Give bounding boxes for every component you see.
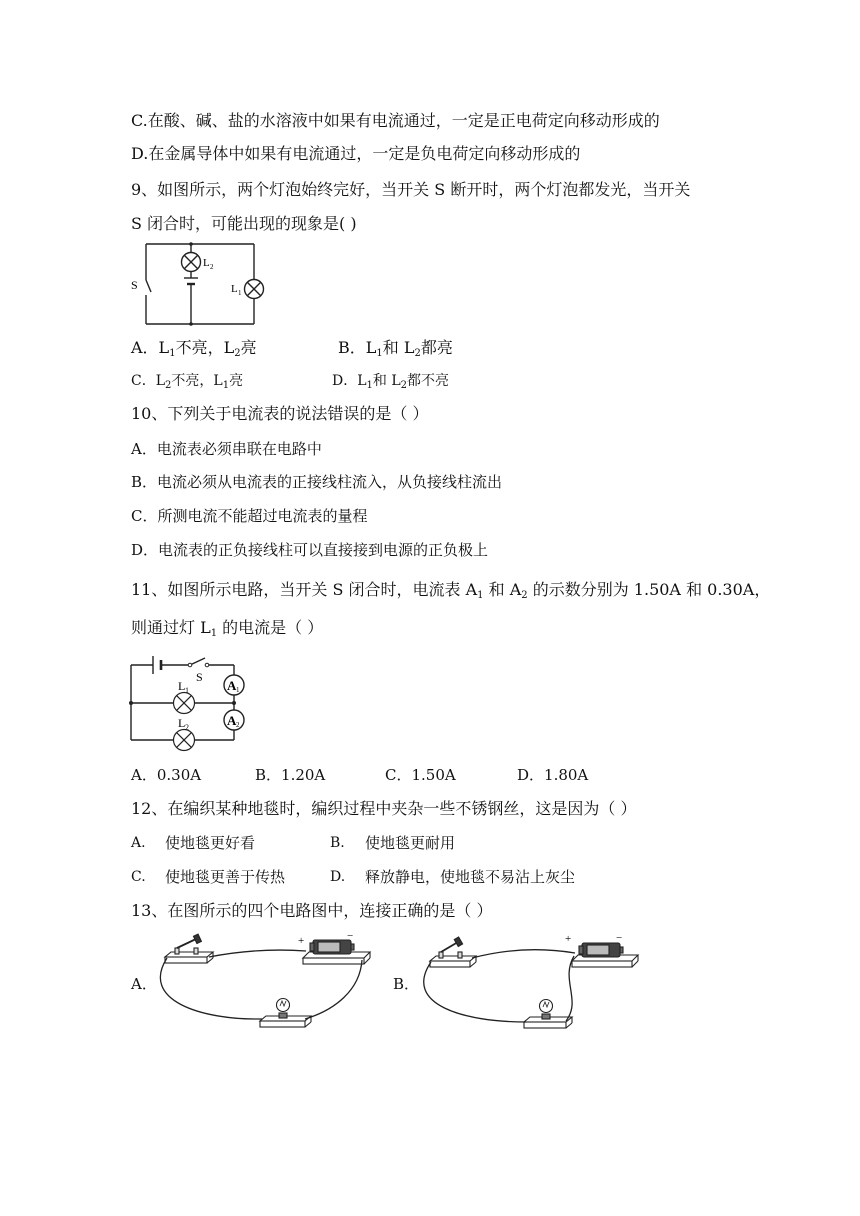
q11-l1-sub: 1 <box>185 686 189 695</box>
battery-icon <box>572 943 638 967</box>
q9-stem-line2: S 闭合时，可能出现的现象是( ) <box>131 214 357 233</box>
knife-switch-icon <box>165 934 213 963</box>
q11-option-d: D．1.80A <box>517 766 589 784</box>
battery-minus-label: − <box>616 932 623 944</box>
q9-stem-line1: 9、如图所示，两个灯泡始终完好，当开关 S 断开时，两个灯泡都发光，当开关 <box>131 180 691 199</box>
q8-option-d: D.在金属导体中如果有电流通过，一定是负电荷定向移动形成的 <box>131 144 581 163</box>
q9-option-c: C．$L_2$不亮，$L_1$亮 <box>131 373 244 391</box>
q9-l1-label: L <box>231 283 238 295</box>
bulb-icon <box>260 999 311 1028</box>
q13-stem: 13、在图所示的四个电路图中，连接正确的是（ ） <box>131 901 493 920</box>
knife-switch-icon <box>430 937 476 967</box>
q12-option-d: 释放静电，使地毯不易沾上灰尘 <box>365 868 576 886</box>
q9-option-d: D．$L_1$和 $L_2$都不亮 <box>332 373 450 391</box>
q12-option-c: 使地毯更善于传热 <box>165 868 286 886</box>
q11-option-c: C．1.50A <box>385 766 456 784</box>
q11-stem-line2: 则通过灯 $L_1$ 的电流是（ ） <box>131 618 324 639</box>
lamp-l1-icon <box>174 693 195 714</box>
lamp-l1-icon <box>245 280 264 299</box>
svg-text:A: A <box>227 713 237 728</box>
q9-l2-sub: 2 <box>210 263 214 271</box>
q12-option-b-letter: B. <box>330 835 345 851</box>
q12-stem: 12、在编织某种地毯时，编织过程中夹杂一些不锈钢丝，这是因为（ ） <box>131 799 637 818</box>
ammeter-a2-icon <box>224 710 244 730</box>
q11-l2-sub: 2 <box>185 723 189 732</box>
svg-text:2: 2 <box>236 721 240 729</box>
q13-option-a-label: A． <box>131 975 157 993</box>
battery-icon <box>303 940 370 964</box>
q11-stem-line1: 11、如图所示电路，当开关 S 闭合时，电流表 $A_1$ 和 $A_2$ 的示数分别为 1.50A 和 0.30A， <box>131 580 771 601</box>
battery-plus-label: + <box>298 935 305 947</box>
q10-stem: 10、下列关于电流表的说法错误的是（ ） <box>131 404 429 423</box>
ammeter-a1-icon <box>224 675 244 695</box>
q11-l1-label: L <box>178 679 186 693</box>
battery-plus-label: + <box>565 933 572 945</box>
q12-option-c-letter: C. <box>131 869 146 885</box>
q8-option-c: C.在酸、碱、盐的水溶液中如果有电流通过，一定是正电荷定向移动形成的 <box>131 111 660 130</box>
q11-option-a: A．0.30A <box>131 766 202 784</box>
q12-option-d-letter: D. <box>330 869 346 885</box>
lamp-l2-icon <box>182 253 201 272</box>
q11-option-b: B．1.20A <box>255 766 326 784</box>
q9-option-b: B．$L_1$和 $L_2$都亮 <box>338 338 453 359</box>
svg-text:A: A <box>227 678 237 693</box>
q10-option-b: B．电流必须从电流表的正接线柱流入，从负接线柱流出 <box>131 473 503 491</box>
q9-option-a: A．$L_1$不亮，$L_2$亮 <box>131 338 257 359</box>
q9-l1-sub: 1 <box>238 289 242 297</box>
q12-option-b: 使地毯更耐用 <box>365 834 456 852</box>
svg-text:1: 1 <box>236 686 240 694</box>
battery-minus-label: − <box>347 930 354 942</box>
q12-option-a: 使地毯更好看 <box>165 834 256 852</box>
q10-option-a: A．电流表必须串联在电路中 <box>131 440 322 458</box>
q11-switch-label: S <box>196 670 203 684</box>
q11-l2-label: L <box>178 716 186 730</box>
q10-option-c: C．所测电流不能超过电流表的量程 <box>131 507 368 525</box>
q13-option-b-label: B． <box>393 975 420 993</box>
q9-l2-label: L <box>203 257 210 269</box>
q10-option-d: D．电流表的正负接线柱可以直接接到电源的正负极上 <box>131 541 489 559</box>
q9-switch-label: S <box>131 278 138 292</box>
bulb-icon <box>524 1000 572 1029</box>
q12-option-a-letter: A. <box>131 835 146 851</box>
lamp-l2-icon <box>174 730 195 751</box>
